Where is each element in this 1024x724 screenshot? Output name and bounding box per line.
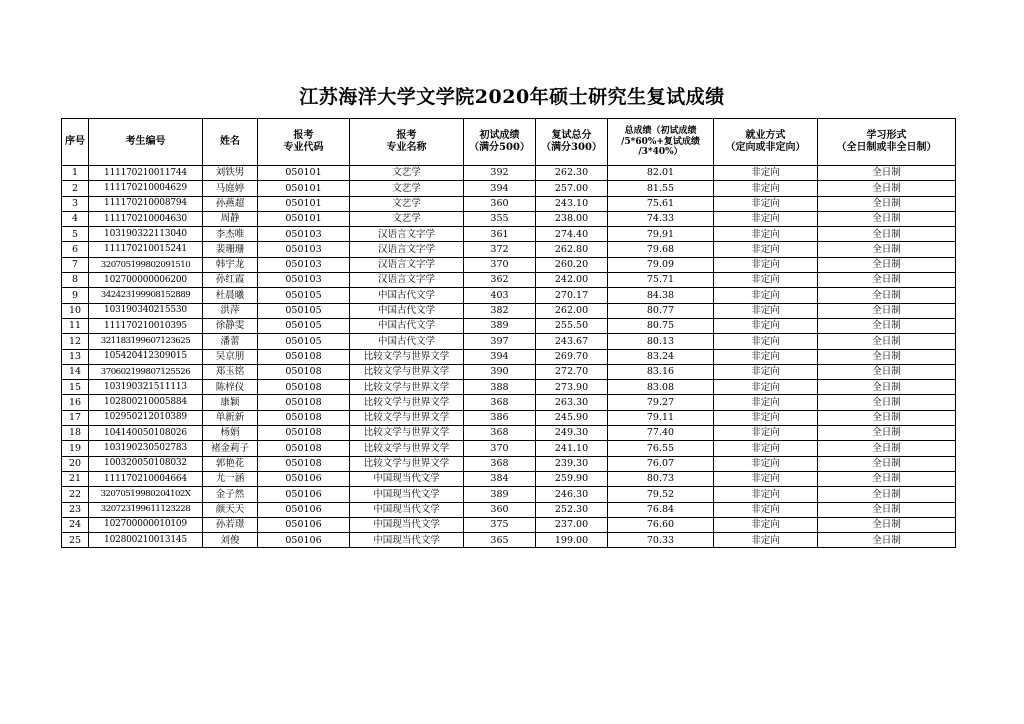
- cell-retest-score: 273.90: [536, 380, 608, 395]
- cell-major-name: 中国现当代文学: [350, 517, 464, 532]
- cell-exam-id: 103190322113040: [89, 227, 203, 242]
- cell-retest-score: 239.30: [536, 456, 608, 471]
- cell-major-code: 050103: [258, 227, 350, 242]
- table-row: [62, 273, 956, 288]
- cell-name: 洪萍: [203, 303, 258, 318]
- cell-name: 郭艳花: [203, 456, 258, 471]
- cell-no: 16: [62, 395, 89, 410]
- cell-total-score: 76.55: [608, 441, 714, 456]
- cell-total-score: 79.52: [608, 487, 714, 502]
- cell-retest-score: 274.40: [536, 227, 608, 242]
- cell-retest-score: 260.20: [536, 257, 608, 272]
- cell-total-score: 81.55: [608, 181, 714, 196]
- cell-major-name: 汉语言文字学: [350, 273, 464, 288]
- cell-exam-id: 102700000010109: [89, 517, 203, 532]
- cell-initial-score: 375: [464, 517, 536, 532]
- cell-exam-id: 100320050108032: [89, 456, 203, 471]
- table-row: [62, 380, 956, 395]
- cell-total-score: 74.33: [608, 211, 714, 226]
- table-row: [62, 471, 956, 486]
- cell-exam-id: 103190230502783: [89, 441, 203, 456]
- cell-total-score: 79.91: [608, 227, 714, 242]
- cell-no: 4: [62, 211, 89, 226]
- table-row: [62, 456, 956, 471]
- cell-retest-score: 246.30: [536, 487, 608, 502]
- cell-no: 3: [62, 196, 89, 211]
- cell-employment: 非定向: [714, 181, 818, 196]
- cell-major-code: 050106: [258, 487, 350, 502]
- cell-study-form: 全日制: [818, 441, 956, 456]
- cell-initial-score: 389: [464, 318, 536, 333]
- cell-exam-id: 370602199807125526: [89, 364, 203, 379]
- cell-no: 11: [62, 318, 89, 333]
- cell-major-name: 中国现当代文学: [350, 471, 464, 486]
- cell-major-name: 文艺学: [350, 166, 464, 181]
- cell-employment: 非定向: [714, 334, 818, 349]
- cell-major-code: 050103: [258, 273, 350, 288]
- cell-name: 孙红霞: [203, 273, 258, 288]
- cell-initial-score: 368: [464, 426, 536, 441]
- table-row: [62, 166, 956, 181]
- page-title: 江苏海洋大学文学院2020年硕士研究生复试成绩: [299, 86, 725, 108]
- header-employment: 就业方式 （定向或非定向）: [714, 119, 818, 166]
- cell-major-code: 050103: [258, 242, 350, 257]
- cell-study-form: 全日制: [818, 380, 956, 395]
- cell-employment: 非定向: [714, 349, 818, 364]
- table-row: [62, 303, 956, 318]
- cell-initial-score: 368: [464, 456, 536, 471]
- cell-major-name: 比较文学与世界文学: [350, 364, 464, 379]
- cell-employment: 非定向: [714, 471, 818, 486]
- cell-initial-score: 365: [464, 533, 536, 548]
- cell-initial-score: 389: [464, 487, 536, 502]
- cell-total-score: 80.73: [608, 471, 714, 486]
- cell-total-score: 84.38: [608, 288, 714, 303]
- cell-no: 2: [62, 181, 89, 196]
- cell-employment: 非定向: [714, 288, 818, 303]
- table-row: [62, 410, 956, 425]
- cell-employment: 非定向: [714, 395, 818, 410]
- cell-no: 23: [62, 502, 89, 517]
- cell-study-form: 全日制: [818, 318, 956, 333]
- cell-employment: 非定向: [714, 257, 818, 272]
- cell-initial-score: 360: [464, 196, 536, 211]
- header-exam-id: 考生编号: [89, 119, 203, 166]
- cell-employment: 非定向: [714, 364, 818, 379]
- cell-name: 周静: [203, 211, 258, 226]
- cell-exam-id: 32070519980204102X: [89, 487, 203, 502]
- cell-major-name: 比较文学与世界文学: [350, 456, 464, 471]
- cell-study-form: 全日制: [818, 288, 956, 303]
- cell-no: 5: [62, 227, 89, 242]
- score-table: [61, 118, 956, 548]
- cell-study-form: 全日制: [818, 349, 956, 364]
- cell-major-name: 中国现当代文学: [350, 502, 464, 517]
- cell-no: 25: [62, 533, 89, 548]
- cell-study-form: 全日制: [818, 166, 956, 181]
- cell-initial-score: 368: [464, 395, 536, 410]
- cell-employment: 非定向: [714, 303, 818, 318]
- cell-retest-score: 245.90: [536, 410, 608, 425]
- cell-study-form: 全日制: [818, 273, 956, 288]
- cell-total-score: 77.40: [608, 426, 714, 441]
- cell-initial-score: 362: [464, 273, 536, 288]
- cell-study-form: 全日制: [818, 242, 956, 257]
- cell-name: 马庭婷: [203, 181, 258, 196]
- cell-major-code: 050101: [258, 211, 350, 226]
- cell-employment: 非定向: [714, 242, 818, 257]
- cell-employment: 非定向: [714, 227, 818, 242]
- cell-total-score: 80.75: [608, 318, 714, 333]
- cell-total-score: 79.68: [608, 242, 714, 257]
- cell-study-form: 全日制: [818, 410, 956, 425]
- cell-employment: 非定向: [714, 211, 818, 226]
- cell-initial-score: 384: [464, 471, 536, 486]
- cell-major-name: 汉语言文字学: [350, 242, 464, 257]
- cell-major-code: 050108: [258, 456, 350, 471]
- cell-total-score: 80.77: [608, 303, 714, 318]
- cell-initial-score: 355: [464, 211, 536, 226]
- cell-exam-id: 320723199611123228: [89, 502, 203, 517]
- cell-no: 1: [62, 166, 89, 181]
- cell-name: 康颖: [203, 395, 258, 410]
- cell-no: 13: [62, 349, 89, 364]
- cell-initial-score: 394: [464, 349, 536, 364]
- cell-retest-score: 262.80: [536, 242, 608, 257]
- cell-exam-id: 111170210004630: [89, 211, 203, 226]
- cell-major-code: 050106: [258, 517, 350, 532]
- cell-no: 14: [62, 364, 89, 379]
- cell-major-name: 比较文学与世界文学: [350, 349, 464, 364]
- cell-study-form: 全日制: [818, 211, 956, 226]
- cell-no: 7: [62, 257, 89, 272]
- cell-exam-id: 102800210005884: [89, 395, 203, 410]
- cell-exam-id: 342423199908152889: [89, 288, 203, 303]
- cell-name: 金子然: [203, 487, 258, 502]
- cell-name: 潘蕾: [203, 334, 258, 349]
- cell-major-name: 文艺学: [350, 211, 464, 226]
- header-study-form: 学习形式 （全日制或非全日制）: [818, 119, 956, 166]
- cell-exam-id: 320705199802091510: [89, 257, 203, 272]
- cell-no: 20: [62, 456, 89, 471]
- cell-major-name: 中国古代文学: [350, 288, 464, 303]
- cell-no: 19: [62, 441, 89, 456]
- cell-major-code: 050108: [258, 395, 350, 410]
- cell-total-score: 76.07: [608, 456, 714, 471]
- cell-total-score: 79.09: [608, 257, 714, 272]
- cell-major-code: 050105: [258, 334, 350, 349]
- table-row: [62, 533, 956, 548]
- header-initial-score: 初试成绩 （满分500）: [464, 119, 536, 166]
- cell-exam-id: 102950212010389: [89, 410, 203, 425]
- cell-total-score: 76.60: [608, 517, 714, 532]
- cell-major-code: 050105: [258, 303, 350, 318]
- cell-study-form: 全日制: [818, 364, 956, 379]
- cell-no: 18: [62, 426, 89, 441]
- cell-study-form: 全日制: [818, 456, 956, 471]
- table-row: [62, 364, 956, 379]
- cell-major-code: 050108: [258, 426, 350, 441]
- table-row: [62, 288, 956, 303]
- cell-major-name: 汉语言文字学: [350, 227, 464, 242]
- header-major-code: 报考 专业代码: [258, 119, 350, 166]
- cell-retest-score: 241.10: [536, 441, 608, 456]
- cell-total-score: 83.16: [608, 364, 714, 379]
- cell-major-code: 050106: [258, 502, 350, 517]
- table-row: [62, 441, 956, 456]
- cell-initial-score: 386: [464, 410, 536, 425]
- cell-exam-id: 321183199607123625: [89, 334, 203, 349]
- cell-initial-score: 361: [464, 227, 536, 242]
- cell-name: 陈梓仪: [203, 380, 258, 395]
- cell-name: 杜晨曦: [203, 288, 258, 303]
- cell-retest-score: 259.90: [536, 471, 608, 486]
- cell-retest-score: 263.30: [536, 395, 608, 410]
- cell-name: 吴京朋: [203, 349, 258, 364]
- cell-retest-score: 242.00: [536, 273, 608, 288]
- cell-study-form: 全日制: [818, 471, 956, 486]
- table-row: [62, 318, 956, 333]
- cell-name: 韩宇龙: [203, 257, 258, 272]
- cell-major-name: 比较文学与世界文学: [350, 426, 464, 441]
- cell-exam-id: 102700000006200: [89, 273, 203, 288]
- cell-total-score: 75.61: [608, 196, 714, 211]
- cell-exam-id: 104140050108026: [89, 426, 203, 441]
- cell-exam-id: 111170210004629: [89, 181, 203, 196]
- cell-employment: 非定向: [714, 456, 818, 471]
- cell-employment: 非定向: [714, 502, 818, 517]
- cell-total-score: 82.01: [608, 166, 714, 181]
- cell-major-code: 050108: [258, 349, 350, 364]
- cell-name: 单新新: [203, 410, 258, 425]
- cell-name: 颜天天: [203, 502, 258, 517]
- cell-major-name: 中国现当代文学: [350, 533, 464, 548]
- cell-employment: 非定向: [714, 441, 818, 456]
- cell-name: 孙若璟: [203, 517, 258, 532]
- cell-study-form: 全日制: [818, 196, 956, 211]
- cell-major-code: 050103: [258, 257, 350, 272]
- cell-name: 郑玉铭: [203, 364, 258, 379]
- cell-study-form: 全日制: [818, 303, 956, 318]
- cell-total-score: 70.33: [608, 533, 714, 548]
- cell-no: 15: [62, 380, 89, 395]
- cell-employment: 非定向: [714, 273, 818, 288]
- table-header-row: [62, 119, 956, 166]
- cell-exam-id: 111170210015241: [89, 242, 203, 257]
- table-row: [62, 227, 956, 242]
- cell-study-form: 全日制: [818, 533, 956, 548]
- cell-major-code: 050108: [258, 380, 350, 395]
- table-row: [62, 426, 956, 441]
- cell-major-name: 汉语言文字学: [350, 257, 464, 272]
- cell-employment: 非定向: [714, 166, 818, 181]
- cell-study-form: 全日制: [818, 487, 956, 502]
- cell-total-score: 75.71: [608, 273, 714, 288]
- cell-retest-score: 262.30: [536, 166, 608, 181]
- cell-exam-id: 105420412309015: [89, 349, 203, 364]
- cell-total-score: 83.08: [608, 380, 714, 395]
- cell-employment: 非定向: [714, 533, 818, 548]
- cell-total-score: 79.11: [608, 410, 714, 425]
- cell-no: 22: [62, 487, 89, 502]
- cell-employment: 非定向: [714, 318, 818, 333]
- cell-retest-score: 255.50: [536, 318, 608, 333]
- cell-study-form: 全日制: [818, 257, 956, 272]
- cell-retest-score: 199.00: [536, 533, 608, 548]
- cell-exam-id: 111170210011744: [89, 166, 203, 181]
- cell-study-form: 全日制: [818, 334, 956, 349]
- cell-major-name: 文艺学: [350, 196, 464, 211]
- cell-initial-score: 392: [464, 166, 536, 181]
- cell-major-name: 比较文学与世界文学: [350, 380, 464, 395]
- table-row: [62, 181, 956, 196]
- cell-exam-id: 111170210010395: [89, 318, 203, 333]
- cell-study-form: 全日制: [818, 181, 956, 196]
- cell-retest-score: 257.00: [536, 181, 608, 196]
- table-row: [62, 349, 956, 364]
- cell-exam-id: 111170210004664: [89, 471, 203, 486]
- cell-major-code: 050101: [258, 196, 350, 211]
- cell-study-form: 全日制: [818, 502, 956, 517]
- cell-retest-score: 243.67: [536, 334, 608, 349]
- cell-name: 杨娟: [203, 426, 258, 441]
- cell-name: 刘俊: [203, 533, 258, 548]
- table-row: [62, 487, 956, 502]
- cell-name: 尤一涵: [203, 471, 258, 486]
- cell-major-name: 文艺学: [350, 181, 464, 196]
- cell-employment: 非定向: [714, 517, 818, 532]
- cell-major-name: 比较文学与世界文学: [350, 410, 464, 425]
- cell-study-form: 全日制: [818, 395, 956, 410]
- cell-initial-score: 397: [464, 334, 536, 349]
- cell-retest-score: 237.00: [536, 517, 608, 532]
- cell-study-form: 全日制: [818, 517, 956, 532]
- cell-major-name: 中国古代文学: [350, 303, 464, 318]
- cell-no: 6: [62, 242, 89, 257]
- cell-exam-id: 103190321511113: [89, 380, 203, 395]
- header-major-name: 报考 专业名称: [350, 119, 464, 166]
- cell-name: 刘铁男: [203, 166, 258, 181]
- header-name: 姓名: [203, 119, 258, 166]
- cell-initial-score: 403: [464, 288, 536, 303]
- cell-major-code: 050101: [258, 166, 350, 181]
- cell-name: 褚金莉子: [203, 441, 258, 456]
- cell-retest-score: 272.70: [536, 364, 608, 379]
- header-no: 序号: [62, 119, 89, 166]
- cell-no: 21: [62, 471, 89, 486]
- cell-major-code: 050108: [258, 364, 350, 379]
- cell-initial-score: 382: [464, 303, 536, 318]
- cell-study-form: 全日制: [818, 426, 956, 441]
- cell-exam-id: 103190340215530: [89, 303, 203, 318]
- header-total-score: 总成绩（初试成绩 /5*60%+复试成绩 /3*40%）: [608, 119, 714, 166]
- cell-name: 徐静雯: [203, 318, 258, 333]
- cell-total-score: 76.84: [608, 502, 714, 517]
- cell-major-name: 中国古代文学: [350, 334, 464, 349]
- cell-major-code: 050105: [258, 318, 350, 333]
- cell-name: 裴珊珊: [203, 242, 258, 257]
- cell-no: 24: [62, 517, 89, 532]
- table-row: [62, 395, 956, 410]
- table-row: [62, 242, 956, 257]
- cell-major-name: 比较文学与世界文学: [350, 395, 464, 410]
- cell-retest-score: 238.00: [536, 211, 608, 226]
- cell-retest-score: 269.70: [536, 349, 608, 364]
- table-row: [62, 196, 956, 211]
- cell-study-form: 全日制: [818, 227, 956, 242]
- cell-name: 孙燕超: [203, 196, 258, 211]
- cell-major-code: 050108: [258, 441, 350, 456]
- table-row: [62, 502, 956, 517]
- cell-exam-id: 102800210013145: [89, 533, 203, 548]
- cell-major-code: 050106: [258, 471, 350, 486]
- cell-employment: 非定向: [714, 380, 818, 395]
- cell-retest-score: 249.30: [536, 426, 608, 441]
- cell-employment: 非定向: [714, 410, 818, 425]
- table-row: [62, 211, 956, 226]
- cell-initial-score: 360: [464, 502, 536, 517]
- cell-retest-score: 252.30: [536, 502, 608, 517]
- header-retest-score: 复试总分 （满分300）: [536, 119, 608, 166]
- cell-initial-score: 388: [464, 380, 536, 395]
- cell-no: 9: [62, 288, 89, 303]
- cell-no: 17: [62, 410, 89, 425]
- cell-retest-score: 262.00: [536, 303, 608, 318]
- cell-initial-score: 370: [464, 257, 536, 272]
- cell-major-code: 050101: [258, 181, 350, 196]
- cell-employment: 非定向: [714, 426, 818, 441]
- table-row: [62, 334, 956, 349]
- cell-initial-score: 394: [464, 181, 536, 196]
- cell-employment: 非定向: [714, 196, 818, 211]
- cell-major-code: 050108: [258, 410, 350, 425]
- cell-no: 8: [62, 273, 89, 288]
- table-row: [62, 257, 956, 272]
- cell-major-name: 中国古代文学: [350, 318, 464, 333]
- cell-initial-score: 370: [464, 441, 536, 456]
- cell-total-score: 79.27: [608, 395, 714, 410]
- cell-retest-score: 243.10: [536, 196, 608, 211]
- cell-major-code: 050105: [258, 288, 350, 303]
- table-row: [62, 517, 956, 532]
- cell-initial-score: 372: [464, 242, 536, 257]
- cell-major-name: 比较文学与世界文学: [350, 441, 464, 456]
- cell-major-name: 中国现当代文学: [350, 487, 464, 502]
- cell-total-score: 83.24: [608, 349, 714, 364]
- cell-total-score: 80.13: [608, 334, 714, 349]
- cell-initial-score: 390: [464, 364, 536, 379]
- cell-employment: 非定向: [714, 487, 818, 502]
- cell-retest-score: 270.17: [536, 288, 608, 303]
- cell-name: 李杰唯: [203, 227, 258, 242]
- cell-no: 10: [62, 303, 89, 318]
- cell-no: 12: [62, 334, 89, 349]
- cell-exam-id: 111170210008794: [89, 196, 203, 211]
- cell-major-code: 050106: [258, 533, 350, 548]
